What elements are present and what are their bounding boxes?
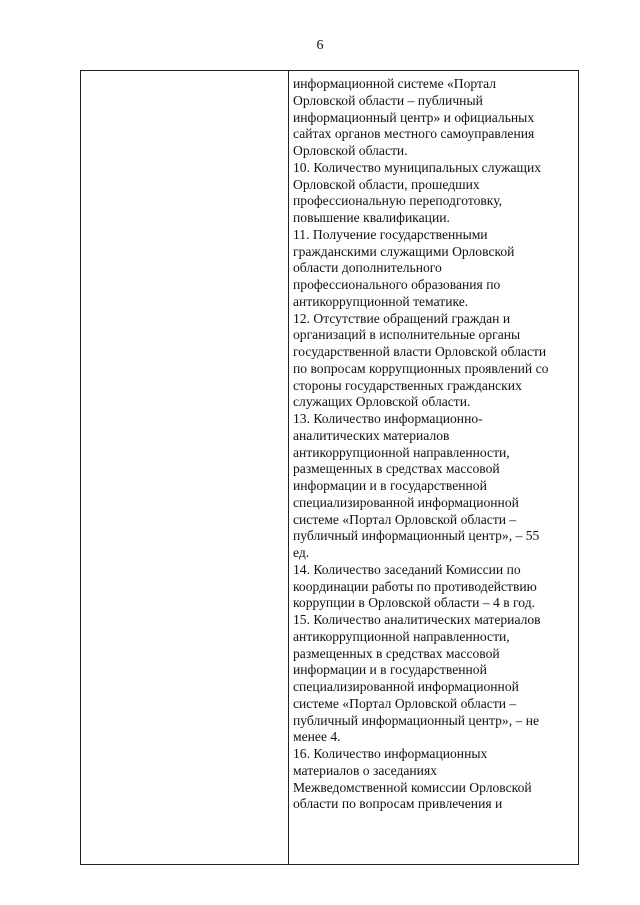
text-line: стороны государственных гражданских bbox=[293, 377, 522, 393]
text-line: служащих Орловской области. bbox=[293, 394, 471, 410]
text-line: 12. Отсутствие обращений граждан и bbox=[293, 310, 511, 326]
text-line: антикоррупционной направленности, bbox=[293, 628, 510, 644]
text-line: профессиональную переподготовку, bbox=[293, 193, 503, 209]
text-line: по вопросам коррупционных проявлений со bbox=[293, 360, 549, 376]
text-line: специализированной информационной bbox=[293, 494, 519, 510]
table-left-cell bbox=[81, 71, 289, 864]
document-table bbox=[80, 70, 579, 865]
text-line: антикоррупционной направленности, bbox=[293, 444, 510, 460]
text-line: 11. Получение государственными bbox=[293, 226, 488, 242]
text-line: области по вопросам привлечения и bbox=[293, 796, 503, 812]
text-line: ед. bbox=[293, 545, 310, 560]
text-line: менее 4. bbox=[293, 729, 341, 745]
text-line: области дополнительного bbox=[293, 260, 442, 276]
text-line: профессионального образования по bbox=[293, 277, 501, 292]
text-line: размещенных в средствах массовой bbox=[293, 645, 500, 661]
text-line: информационной системе «Портал bbox=[293, 76, 497, 91]
text-line: государственной власти Орловской области bbox=[293, 344, 547, 359]
text-line: 16. Количество информационных bbox=[293, 746, 488, 761]
text-line: гражданскими служащими Орловской bbox=[293, 243, 515, 259]
text-line: информации и в государственной bbox=[293, 478, 487, 493]
text-line: Орловской области – публичный bbox=[293, 92, 483, 108]
text-line: коррупции в Орловской области – 4 в год. bbox=[293, 595, 536, 611]
text-line: Орловской области, прошедших bbox=[293, 176, 480, 192]
text-line: публичный информационный центр», – не bbox=[293, 712, 540, 728]
text-line: Межведомственной комиссии Орловской bbox=[293, 779, 532, 795]
page-number: 6 bbox=[316, 38, 324, 53]
text-line: информационный центр» и официальных bbox=[293, 109, 535, 125]
text-line: публичный информационный центр», – 55 bbox=[293, 528, 540, 544]
text-line: аналитических материалов bbox=[293, 427, 450, 443]
text-line: информации и в государственной bbox=[293, 662, 487, 678]
text-line: системе «Портал Орловской области – bbox=[293, 511, 517, 527]
text-line: Орловской области. bbox=[293, 143, 408, 158]
text-line: повышение квалификации. bbox=[293, 210, 450, 225]
table-right-cell bbox=[289, 71, 578, 864]
text-line: материалов о заседаниях bbox=[293, 762, 437, 778]
text-line: сайтах органов местного самоуправления bbox=[293, 126, 535, 142]
text-line: размещенных в средствах массовой bbox=[293, 461, 500, 477]
text-line: 10. Количество муниципальных служащих bbox=[293, 159, 542, 175]
text-line: 14. Количество заседаний Комиссии по bbox=[293, 561, 521, 577]
text-line: специализированной информационной bbox=[293, 679, 519, 694]
text-line: системе «Портал Орловской области – bbox=[293, 695, 517, 711]
text-line: антикоррупционной тематике. bbox=[293, 293, 469, 309]
text-line: организаций в исполнительные органы bbox=[293, 327, 521, 343]
text-line: 13. Количество информационно- bbox=[293, 411, 483, 426]
text-line: координации работы по противодействию bbox=[293, 578, 537, 594]
text-line: 15. Количество аналитических материалов bbox=[293, 612, 541, 627]
